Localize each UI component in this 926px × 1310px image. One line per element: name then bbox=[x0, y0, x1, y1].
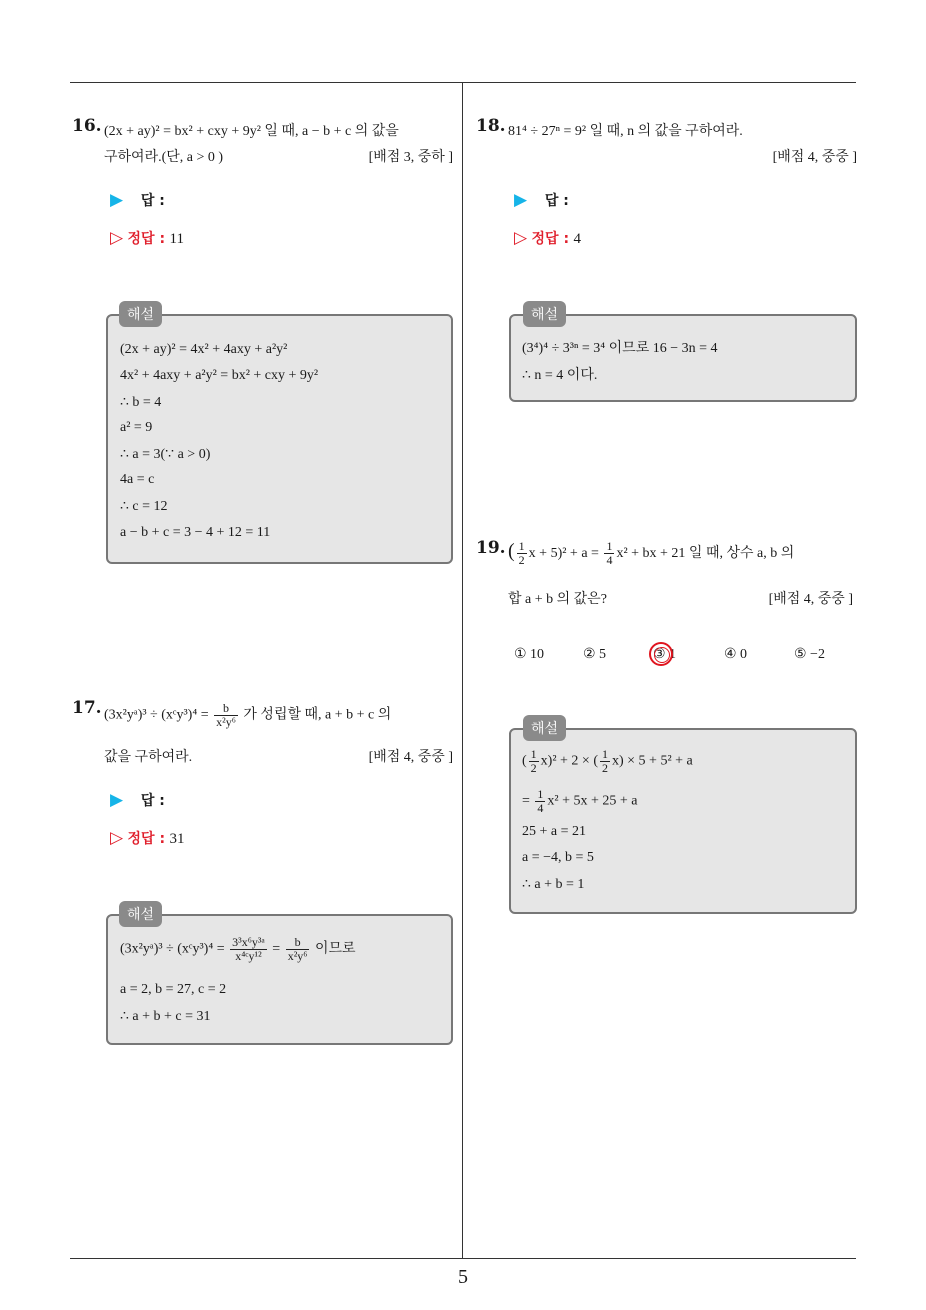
question-16-text-line2: 구하여라.(단, a > 0 ) bbox=[104, 150, 224, 165]
equals-sign: = bbox=[272, 941, 281, 957]
outline-triangle-icon: ▷ bbox=[514, 228, 528, 248]
question-17-text-line1 bbox=[104, 702, 391, 729]
question-16-points: [배점 3, 중하 ] bbox=[368, 150, 453, 165]
expr-middle: x + 5)² + a = bbox=[528, 546, 599, 561]
solution-tag: 해설 bbox=[523, 301, 566, 327]
choice-2[interactable]: ② 5 bbox=[583, 647, 607, 662]
expr-middle: x)² + 2 × ( bbox=[540, 753, 598, 769]
expr-end: x² + bx + 21 일 때, 상수 a, b 의 bbox=[616, 546, 795, 561]
fraction-one-half bbox=[517, 540, 527, 567]
correct-label: 정답 : bbox=[127, 831, 166, 847]
fraction-one-quarter bbox=[604, 540, 614, 567]
fraction-one-half bbox=[600, 748, 610, 775]
frac-numerator: b bbox=[214, 702, 238, 716]
question-16-correct-answer bbox=[110, 228, 184, 248]
column-divider bbox=[462, 82, 463, 1259]
frac-numerator: 1 bbox=[606, 539, 613, 554]
solution-line: a = 2, b = 27, c = 2 bbox=[120, 982, 227, 997]
q17-expr-right: 가 성립할 때, a + b + c 의 bbox=[243, 707, 392, 723]
solution-line: 4x² + 4axy + a²y² = bx² + cxy + 9y² bbox=[120, 368, 319, 383]
question-19-points: [배점 4, 중중 ] bbox=[768, 592, 853, 607]
solution-line bbox=[522, 748, 693, 775]
question-16-answer-field[interactable] bbox=[110, 190, 165, 210]
solution-suffix: 이므로 bbox=[314, 940, 356, 957]
fraction-one-quarter bbox=[535, 788, 545, 815]
question-18-text-line1: 81⁴ ÷ 27ⁿ = 9² 일 때, n 의 값을 구하여라. bbox=[508, 124, 743, 139]
question-18-points: [배점 4, 중중 ] bbox=[772, 150, 857, 165]
solution-fraction bbox=[230, 936, 267, 963]
solution-line: ∴ a + b = 1 bbox=[522, 877, 585, 892]
question-19-text-line1 bbox=[508, 540, 794, 567]
solution-tag: 해설 bbox=[523, 715, 566, 741]
solution-line: ∴ a + b + c = 31 bbox=[120, 1009, 211, 1024]
choice-5[interactable]: ⑤ −2 bbox=[794, 647, 825, 662]
open-paren: ( bbox=[508, 540, 515, 562]
solution-line: 25 + a = 21 bbox=[522, 824, 587, 839]
frac-numerator: b bbox=[286, 936, 310, 950]
choice-3[interactable]: ③ 1 bbox=[653, 647, 677, 662]
choice-4[interactable]: ④ 0 bbox=[724, 647, 748, 662]
question-18-solution-box bbox=[509, 314, 857, 402]
frac-numerator: 3³x⁶y³ᵃ bbox=[232, 935, 265, 949]
correct-value: 11 bbox=[169, 231, 184, 247]
solution-line bbox=[522, 788, 638, 815]
solution-line: (2x + ay)² = 4x² + 4axy + a²y² bbox=[120, 342, 288, 357]
answer-circle-mark bbox=[649, 642, 673, 666]
frac-denominator: x²y⁶ bbox=[287, 949, 308, 963]
frac-denominator: x⁴ᶜy¹² bbox=[235, 949, 262, 963]
question-17-solution-box bbox=[106, 914, 453, 1045]
outline-triangle-icon: ▷ bbox=[110, 228, 124, 248]
solution-line: ∴ n = 4 이다. bbox=[522, 368, 598, 383]
page-number: 5 bbox=[458, 1266, 468, 1288]
q17-expr-left: (3x²yᵃ)³ ÷ (xᶜy³)⁴ = bbox=[104, 707, 209, 723]
play-triangle-icon: ▶ bbox=[110, 790, 124, 810]
solution-fraction bbox=[286, 936, 310, 963]
frac-denominator: x²y⁶ bbox=[216, 715, 236, 729]
top-rule bbox=[70, 82, 856, 83]
question-19-number: 19. bbox=[476, 538, 506, 558]
question-17-answer-field[interactable] bbox=[110, 790, 165, 810]
answer-label: 답 : bbox=[544, 193, 569, 209]
solution-line: a − b + c = 3 − 4 + 12 = 11 bbox=[120, 525, 271, 540]
solution-line: 4a = c bbox=[120, 472, 155, 487]
solution-line: ∴ c = 12 bbox=[120, 499, 168, 514]
correct-value: 4 bbox=[573, 231, 582, 247]
question-18-correct-answer bbox=[514, 228, 581, 248]
q17-fraction bbox=[214, 702, 238, 729]
frac-numerator: 1 bbox=[537, 787, 544, 801]
correct-label: 정답 : bbox=[531, 231, 570, 247]
answer-label: 답 : bbox=[140, 793, 165, 809]
question-17-points: [배점 4, 중중 ] bbox=[368, 750, 453, 765]
outline-triangle-icon: ▷ bbox=[110, 828, 124, 848]
equals-sign: = bbox=[522, 793, 530, 809]
bottom-rule bbox=[70, 1258, 856, 1259]
correct-value: 31 bbox=[169, 831, 185, 847]
question-18-number: 18. bbox=[476, 116, 506, 136]
solution-expr: (3x²yᵃ)³ ÷ (xᶜy³)⁴ = bbox=[120, 941, 225, 957]
frac-denominator: 2 bbox=[601, 761, 608, 775]
fraction-one-half bbox=[529, 748, 539, 775]
frac-numerator: 1 bbox=[601, 747, 608, 761]
play-triangle-icon: ▶ bbox=[514, 190, 528, 210]
solution-tag: 해설 bbox=[119, 901, 162, 927]
frac-denominator: 2 bbox=[530, 761, 537, 775]
frac-numerator: 1 bbox=[518, 539, 525, 554]
solution-line bbox=[120, 936, 356, 963]
frac-numerator: 1 bbox=[530, 747, 537, 761]
question-16-number: 16. bbox=[72, 116, 102, 136]
question-18-answer-field[interactable] bbox=[514, 190, 569, 210]
open-paren: ( bbox=[522, 753, 527, 769]
expr-end: x² + 5x + 25 + a bbox=[547, 793, 638, 809]
question-17-number: 17. bbox=[72, 698, 102, 718]
frac-denominator: 2 bbox=[518, 553, 525, 568]
question-16-text-line1: (2x + ay)² = bx² + cxy + 9y² 일 때, a − b + c 의 값을 bbox=[104, 124, 399, 139]
question-17-correct-answer bbox=[110, 828, 185, 848]
play-triangle-icon: ▶ bbox=[110, 190, 124, 210]
solution-tag: 해설 bbox=[119, 301, 162, 327]
expr-end: x) × 5 + 5² + a bbox=[611, 753, 693, 769]
solution-line: ∴ b = 4 bbox=[120, 395, 162, 410]
answer-label: 답 : bbox=[140, 193, 165, 209]
solution-line: a = −4, b = 5 bbox=[522, 850, 594, 865]
solution-line: a² = 9 bbox=[120, 420, 153, 435]
frac-denominator: 4 bbox=[537, 801, 544, 815]
question-19-text-line2: 합 a + b 의 값은? bbox=[508, 592, 607, 607]
question-17-text-line2: 값을 구하여라. bbox=[104, 750, 193, 765]
correct-label: 정답 : bbox=[127, 231, 166, 247]
frac-denominator: 4 bbox=[606, 553, 613, 568]
choice-1[interactable]: ① 10 bbox=[514, 647, 545, 662]
solution-line: (3⁴)⁴ ÷ 3³ⁿ = 3⁴ 이므로 16 − 3n = 4 bbox=[522, 341, 718, 356]
solution-line: ∴ a = 3(∵ a > 0) bbox=[120, 447, 211, 462]
